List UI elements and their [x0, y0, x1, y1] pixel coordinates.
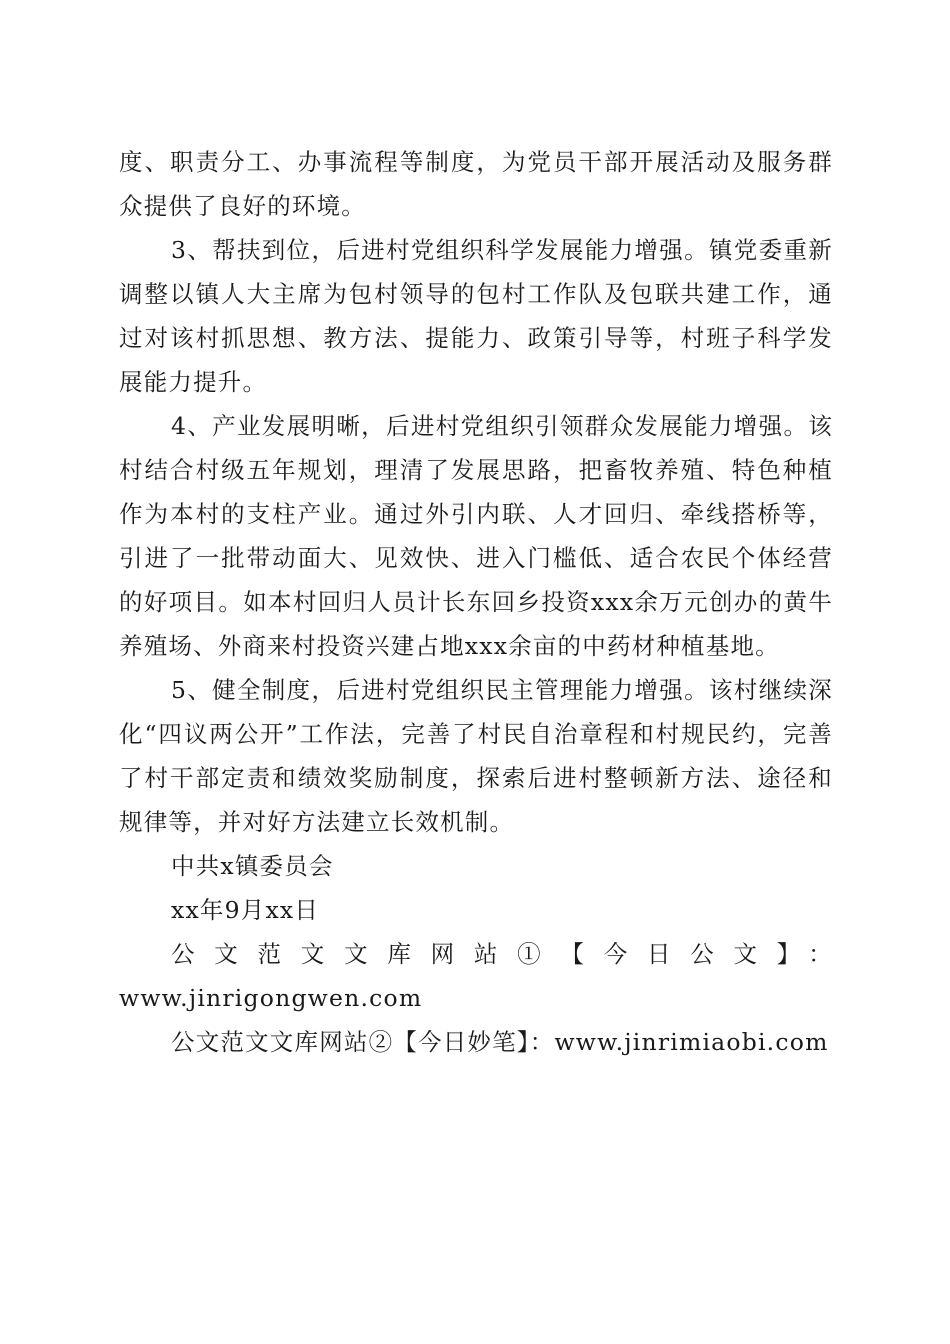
- footer-site-1-label: 公文范文文库网站①【今日公文】：: [171, 940, 833, 968]
- paragraph-item-3: 3、帮扶到位，后进村党组织科学发展能力增强。镇党委重新调整以镇人大主席为包村领导的包村工作队及包联共建工作，通过对该村抓思想、教方法、提能力、政策引导等，村班子科学发展能力提升。: [119, 236, 833, 396]
- signature-date: xx年9月xx日: [171, 896, 320, 924]
- paragraph-item-5: 5、健全制度，后进村党组织民主管理能力增强。该村继续深化“四议两公开”工作法，完善了村民自治章程和村规民约，完善了村干部定责和绩效奖励制度，探索后进村整顿新方法、途径和规律等，并对好方法建立长效机制。: [119, 676, 833, 836]
- footer-site-2: [119, 1020, 833, 1064]
- paragraph-item-4: 4、产业发展明晰，后进村党组织引领群众发展能力增强。该村结合村级五年规划，理清了发展思路，把畜牧养殖、特色种植作为本村的支柱产业。通过外引内联、人才回归、牵线搭桥等，引进了一批带动面大、见效快、进入门槛低、适合农民个体经营的好项目。如本村回归人员计长东回乡投资xxx余万元创办的黄牛养殖场、外商来村投资兴建占地xxx余亩的中药材种植基地。: [119, 412, 833, 660]
- paragraph-continuation: 度、职责分工、办事流程等制度，为党员干部开展活动及服务群众提供了良好的环境。: [119, 148, 833, 220]
- document-body: [119, 140, 833, 1064]
- footer-site-2-url[interactable]: www.jinrimiaobi.com: [554, 1028, 829, 1056]
- signature-org: 中共x镇委员会: [171, 852, 334, 880]
- footer-site-2-label: 公文范文文库网站②【今日妙笔】：: [171, 1028, 555, 1056]
- footer-site-1-url[interactable]: www.jinrigongwen.com: [119, 984, 423, 1012]
